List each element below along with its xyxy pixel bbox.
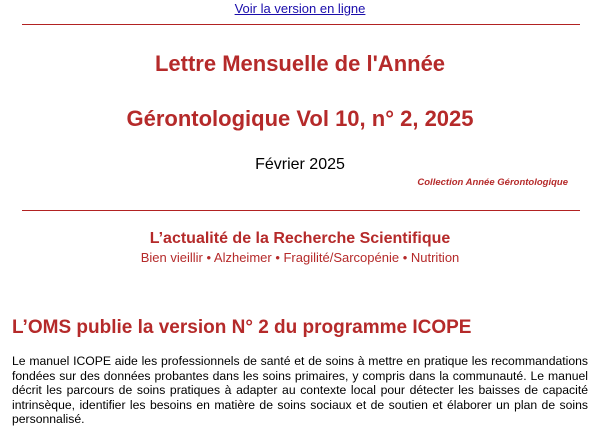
newsletter-title-line-1: Lettre Mensuelle de l'Année: [154, 51, 446, 76]
section-heading: L’actualité de la Recherche Scientifique: [149, 230, 451, 247]
collection-label: Collection Année Gérontologique: [417, 177, 568, 188]
newsletter-title-line-2: Gérontologique Vol 10, n° 2, 2025: [126, 106, 474, 131]
view-online-link[interactable]: Voir la version en ligne: [234, 1, 366, 16]
issue-date: Février 2025: [255, 156, 345, 173]
section-topics: Bien vieillir • Alzheimer • Fragilité/Sarcopénie • Nutrition: [140, 250, 460, 265]
article-body: Le manuel ICOPE aide les professionnels de santé et de soins à mettre en pratique les recommandations fondées sur des données probantes dans les soins primaires, y compris dans la communauté. Le manuel décrit les parcours de soins pratiques à adapter au contexte local pour détecter les baisses de capacité intrinsèque, identifier les besoins en matière de soins sociaux et de soutien et élaborer un plan de soins personnalisé.: [12, 354, 588, 427]
middle-divider: [22, 210, 580, 211]
top-divider: [22, 24, 580, 25]
article-title: L’OMS publie la version N° 2 du programme ICOPE: [12, 317, 472, 338]
